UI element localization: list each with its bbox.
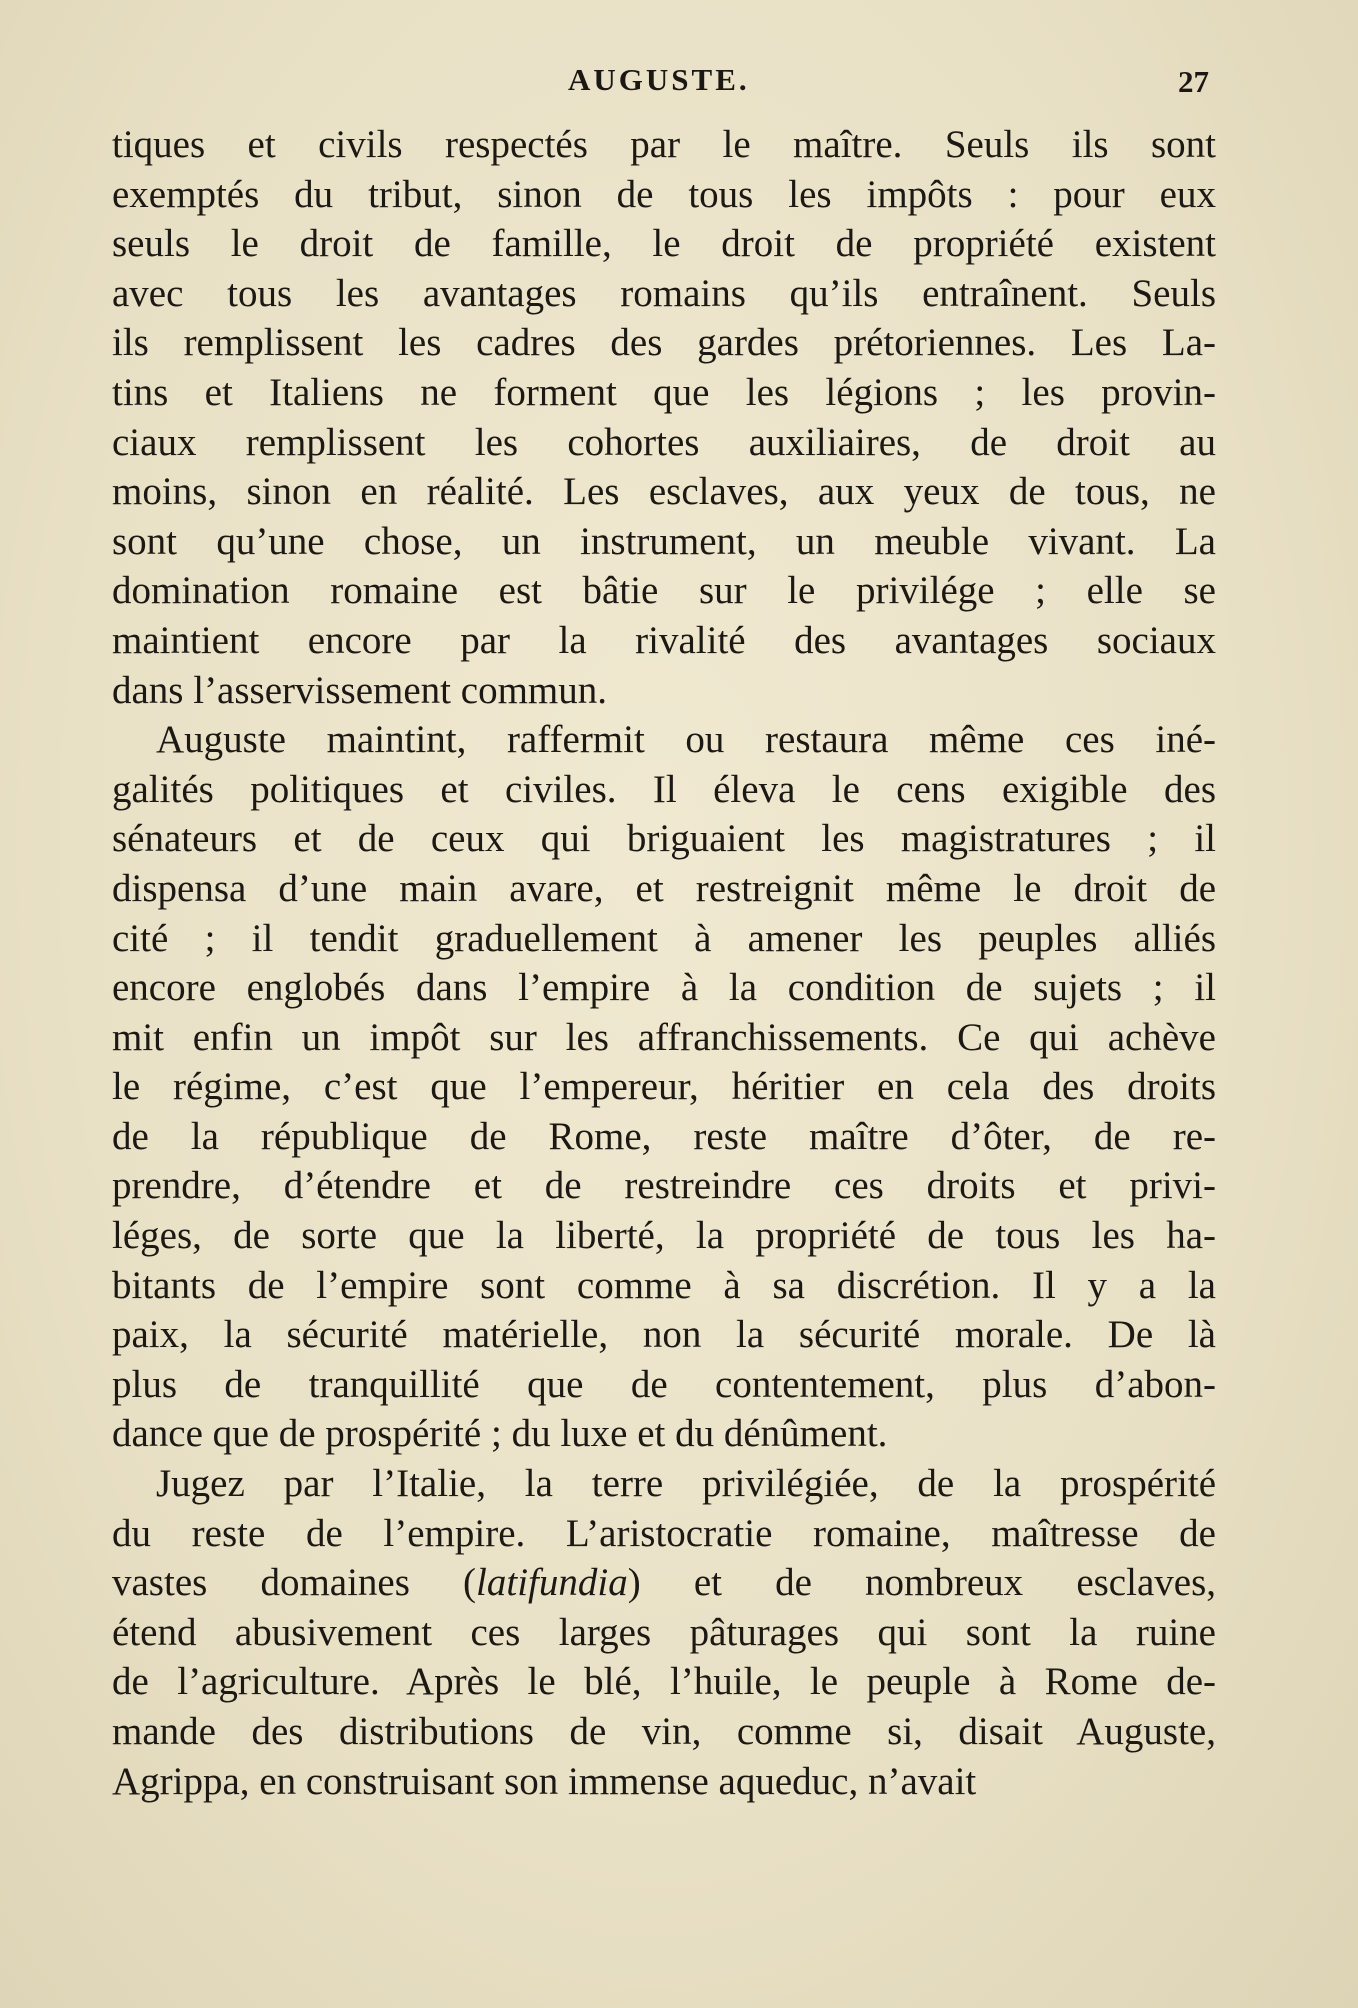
running-head-title: AUGUSTE. [568,62,750,97]
text-line: dance que de prospérité ; du luxe et du dénûment. [112,1412,888,1456]
text-line: mit enfin un impôt sur les affranchissements. Ce qui achève [112,1015,1216,1059]
text-line: de l’agriculture. Après le blé, l’huile, le peuple à Rome de- [112,1660,1216,1704]
text-line: léges, de sorte que la liberté, la propriété de tous les ha- [112,1214,1216,1258]
text-line: Jugez par l’Italie, la terre privilégiée, de la prospérité [156,1462,1216,1506]
text-line: cité ; il tendit graduellement à amener les peuples alliés [112,916,1216,960]
text-line: ils remplissent les cadres des gardes prétoriennes. Les La- [112,321,1216,365]
running-head [0,62,1358,102]
text-line: dispensa d’une main avare, et restreignit même le droit de [112,866,1216,910]
text-line: vastes domaines (latifundia) et de nombreux esclaves, [112,1561,1216,1605]
text-line: du reste de l’empire. L’aristocratie romaine, maîtresse de [112,1511,1216,1555]
text-line: bitants de l’empire sont comme à sa discrétion. Il y a la [112,1263,1216,1307]
text-line: sénateurs et de ceux qui briguaient les magistratures ; il [112,817,1216,861]
text-line: exemptés du tribut, sinon de tous les impôts : pour eux [112,172,1216,216]
text-line: avec tous les avantages romains qu’ils entraînent. Seuls [112,271,1216,315]
text-line: paix, la sécurité matérielle, non la sécurité morale. De là [112,1313,1216,1357]
text-line: de la république de Rome, reste maître d’ôter, de re- [112,1114,1216,1158]
paragraph [112,1459,1216,1806]
text-line: Auguste maintint, raffermit ou restaura même ces iné- [156,718,1216,762]
text-line: maintient encore par la rivalité des avantages sociaux [112,618,1216,662]
page-number: 27 [1178,64,1209,99]
text-line: mande des distributions de vin, comme si, disait Auguste, [112,1710,1216,1753]
text-line: le régime, c’est que l’empereur, héritier en cela des droits [112,1065,1216,1109]
text-line: ciaux remplissent les cohortes auxiliaires, de droit au [112,420,1216,464]
text-line: seuls le droit de famille, le droit de propriété existent [112,222,1216,266]
text-line: sont qu’une chose, un instrument, un meuble vivant. La [112,519,1216,563]
paragraph [112,715,1216,1459]
text-line: dans l’asservissement commun. [112,668,607,712]
text-line: tins et Italiens ne forment que les légions ; les provin- [112,370,1216,414]
text-line: prendre, d’étendre et de restreindre ces droits et privi- [112,1164,1216,1208]
text-line: moins, sinon en réalité. Les esclaves, aux yeux de tous, ne [112,470,1216,514]
text-line: plus de tranquillité que de contentement, plus d’abon- [112,1362,1216,1406]
text-line: Agrippa, en construisant son immense aqueduc, n’avait [112,1759,977,1803]
text-line: galités politiques et civiles. Il éleva le cens exigible des [112,767,1216,811]
text-line: domination romaine est bâtie sur le privilége ; elle se [112,569,1216,613]
text-line: encore englobés dans l’empire à la condition de sujets ; il [112,966,1216,1010]
body-text [112,120,1216,1806]
paragraph [112,120,1216,715]
text-line: tiques et civils respectés par le maître. Seuls ils sont [112,123,1216,166]
text-line: étend abusivement ces larges pâturages qui sont la ruine [112,1610,1216,1654]
